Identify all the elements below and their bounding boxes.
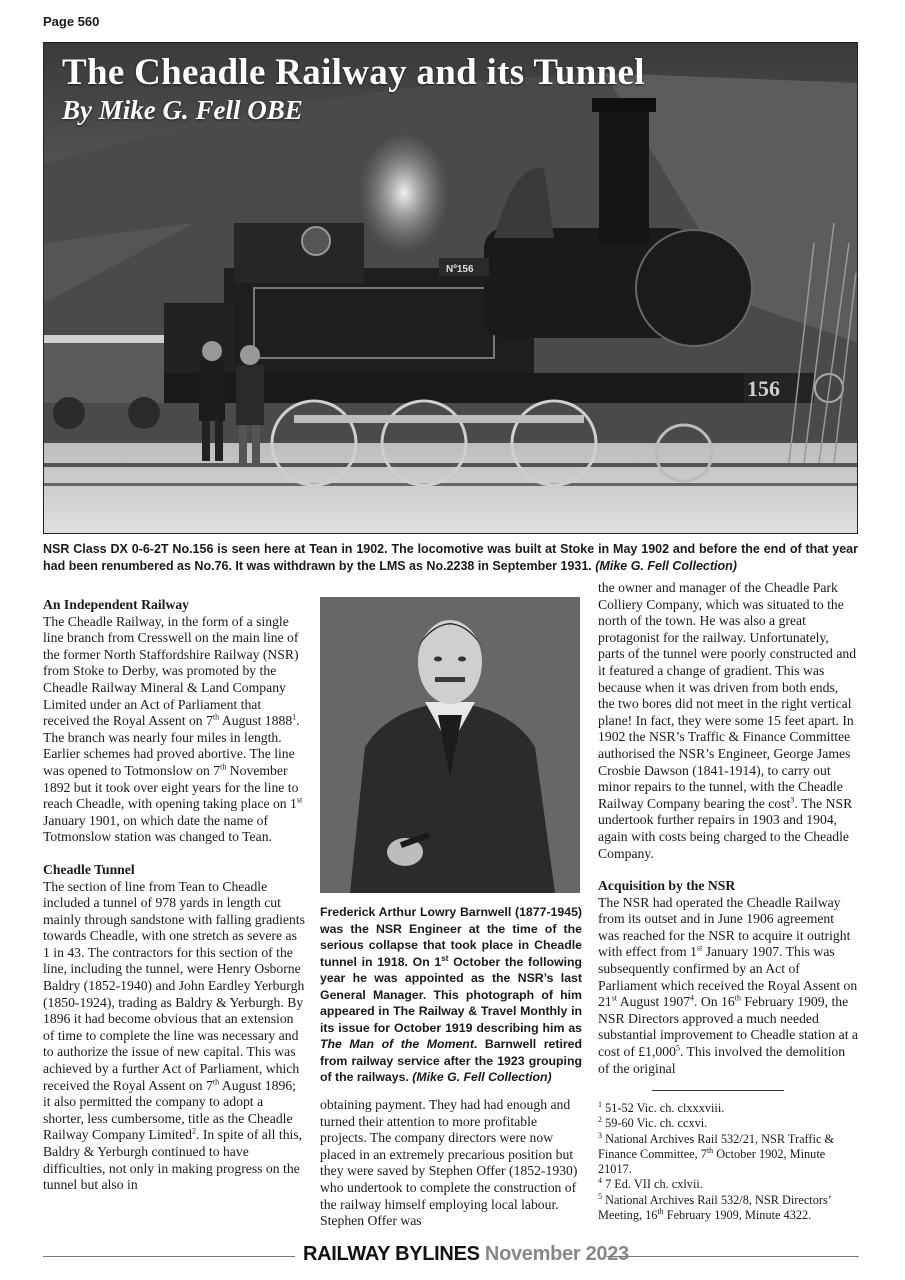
sup: th [212,1077,220,1087]
italic-text: The Man of the Moment [320,1037,474,1051]
footnote-ref: 2 [192,1126,197,1136]
text: The section of line from Tean to Cheadle included a tunnel of 978 yards in length cut mainly through sandstone with falling gradients towards Cheadle, with one stretch as severe as 1 in 43. The contractors for this section of the line, including the tunnel, were Henry Osborne Baldry (1852-1940) and John Eardley Yerburgh (1850-1924), trading as Baldry & Yerburgh. By 1896 it had become obvious that an extension of time to complete the line was necessary and to authorize the issue of new capital. This was achieved by a further Act of Parliament, which received the Royal Assent on 7 [43,878,305,1093]
page-number: Page 560 [43,14,100,29]
barnwell-portrait [320,597,580,893]
article-byline: By Mike G. Fell OBE [62,95,303,125]
portrait-photo [320,597,580,893]
sup: th [212,712,220,722]
footnote-item [598,1177,860,1192]
buffer-number: 156 [747,376,780,401]
text: . On 16 [694,994,735,1010]
text: Frederick Arthur Lowry Barnwell (1877-1945) was the NSR Engineer at the time of the serious collapse that took place in Cheadle tunnel in 1918. On 1 [320,905,582,969]
text: . In spite of all this, Baldry & Yerburgh continued to have difficulties, not only in making progress on the tunnel but also in [43,1127,303,1193]
hero-caption-text: NSR Class DX 0-6-2T No.156 is seen here at Tean in 1902. The locomotive was built at Stoke in May 1902 and before the end of that year had been renumbered as No.76. It was withdrawn by the LMS as No.2238 in September 1931. [43,542,858,573]
left-column [43,597,305,1194]
section-heading-independent: An Independent Railway [43,597,190,612]
footnote-item [598,1132,860,1178]
footer-masthead [303,1243,629,1266]
magazine-name: RAILWAY BYLINES [303,1243,480,1265]
footnote-item [598,1116,860,1131]
article-title: The Cheadle Railway and its Tunnel [62,52,645,93]
footer-rule-left [43,1256,295,1257]
hero-caption [43,541,858,574]
text: . The branch was nearly four miles in length. Earlier schemes had proved abortive. The line was opened to Totmonslow on 7 [43,713,300,778]
footnote-text: 7 Ed. VII ch. cxlvii. [602,1177,703,1192]
sup: st [296,795,303,805]
paragraph-offer: obtaining payment. They had had enough and turned their attention to more profitable projects. The company directors were now placed in an extremely precarious position but they were saved by Stephen Offer (1852-1930) who undertook to complete the construction of the railway himself employing local labour. Stephen Offer was [320,1097,578,1229]
paragraph-tunnel [43,879,305,1194]
section-heading-tunnel: Cheadle Tunnel [43,861,135,877]
right-column [598,580,858,1077]
hero-photo [43,42,858,534]
sup: th [734,993,741,1003]
footnote-ref: 1 [292,712,297,722]
number-plate: Nº156 [446,264,474,275]
footnote-number: 3 [598,1130,602,1140]
sup: th [706,1145,714,1155]
footnote-text: 51-52 Vic. ch. clxxxviii. [602,1101,725,1115]
sup: st [611,993,618,1003]
text: October the following year he was appointed as the NSR’s last General Manager. This photograph of him appeared in The Railway & Travel Monthly in its issue for October 1919 describing him as [320,954,583,1035]
footnote-text: 59-60 Vic. ch. ccxvi. [602,1116,708,1131]
text: August 1888 [219,713,293,729]
paragraph-independent [43,614,305,846]
text: The NSR had operated the Cheadle Railway from its outset and in June 1906 agreement was reached for the NSR to acquire it outright with effect from 1 [598,894,851,960]
text: . Barnwell retired from railway service after the 1923 grouping of the railways. [320,1037,582,1084]
text: the owner and manager of the Cheadle Park Colliery Company, which was situated to the north of the town. He was also a great protagonist for the railway. Unfortunately, parts of the tunnel were poorly constructed and it featured a change of gradient. This was because when it was driven from both ends, the two bores did not meet in the right vertical plane! In fact, they were some 15 feet apart. In 1902 the NSR’s Traffic & Finance Committee authorised the NSR’s Engineer, George James Crosbie Dawson (1841-1914), to carry out minor repairs to the tunnel, with the Cheadle Railway Company bearing the cost [598,580,857,811]
footnote-ref: 3 [790,795,795,805]
footnote-number: 5 [598,1191,602,1201]
footnote-number: 1 [598,1099,602,1109]
text: . This involved the demolition of the original [598,1044,846,1076]
footnote-text: October 1902, Minute 21017. [598,1146,826,1177]
hero-caption-credit: (Mike G. Fell Collection) [595,558,737,573]
footnote-item [598,1101,860,1116]
footnote-item [598,1193,860,1224]
sup: th [657,1206,664,1216]
issue-date: November 2023 [484,1243,629,1265]
text: August 1896; it also permitted the company to adopt a shorter, less cumbersome, title as the Cheadle Railway Company Limited [43,1077,296,1143]
footnote-number: 4 [598,1176,602,1186]
middle-column [320,1097,582,1230]
section-heading-acquisition: Acquisition by the NSR [598,878,736,894]
footnote-text: February 1909, Minute 4322. [663,1208,812,1223]
footnote-ref: 5 [675,1043,680,1053]
footer-rule-right [607,1256,859,1257]
text: The Cheadle Railway, in the form of a single line branch from Cresswell on the main line of the former North Staffordshire Railway (NSR) from Stoke to Derby, was promoted by the Cheadle Railway Mineral & Land Company Limited under an Act of Parliament that received the Royal Assent on 7 [43,613,299,729]
text: February 1909, the NSR Directors approved a much needed substantial improvement to Cheadle station at a cost of £1,000 [598,994,859,1060]
portrait-caption [320,904,582,1086]
sup: th [220,762,227,772]
portrait-credit: (Mike G. Fell Collection) [412,1070,552,1084]
text: November 1892 but it took over eight years for the line to reach Cheadle, with opening taking place on 1 [43,762,299,812]
footnote-text: National Archives Rail 532/21, NSR Traffic & Finance Committee, 7 [598,1131,835,1161]
footnotes [598,1101,860,1223]
text: August 1907 [617,994,691,1010]
paragraph-acquisition [598,895,858,1078]
footnote-number: 2 [598,1115,602,1125]
footnote-ref: 4 [690,993,695,1003]
footnote-divider [652,1090,784,1091]
sup: st [696,943,703,953]
sup: st [441,953,449,963]
footnote-text: National Archives Rail 532/8, NSR Directors’ Meeting, 16 [598,1192,831,1223]
text: January 1907. This was subsequently confirmed by an Act of Parliament which received the Royal Assent on 21 [598,944,858,1010]
paragraph-colliery [598,580,858,862]
text: . The NSR undertook further repairs in 1903 and 1904, again with costs being charged to the Cheadle Company. [598,795,853,861]
text: January 1901, on which date the name of Totmonslow station was changed to Tean. [43,812,272,845]
